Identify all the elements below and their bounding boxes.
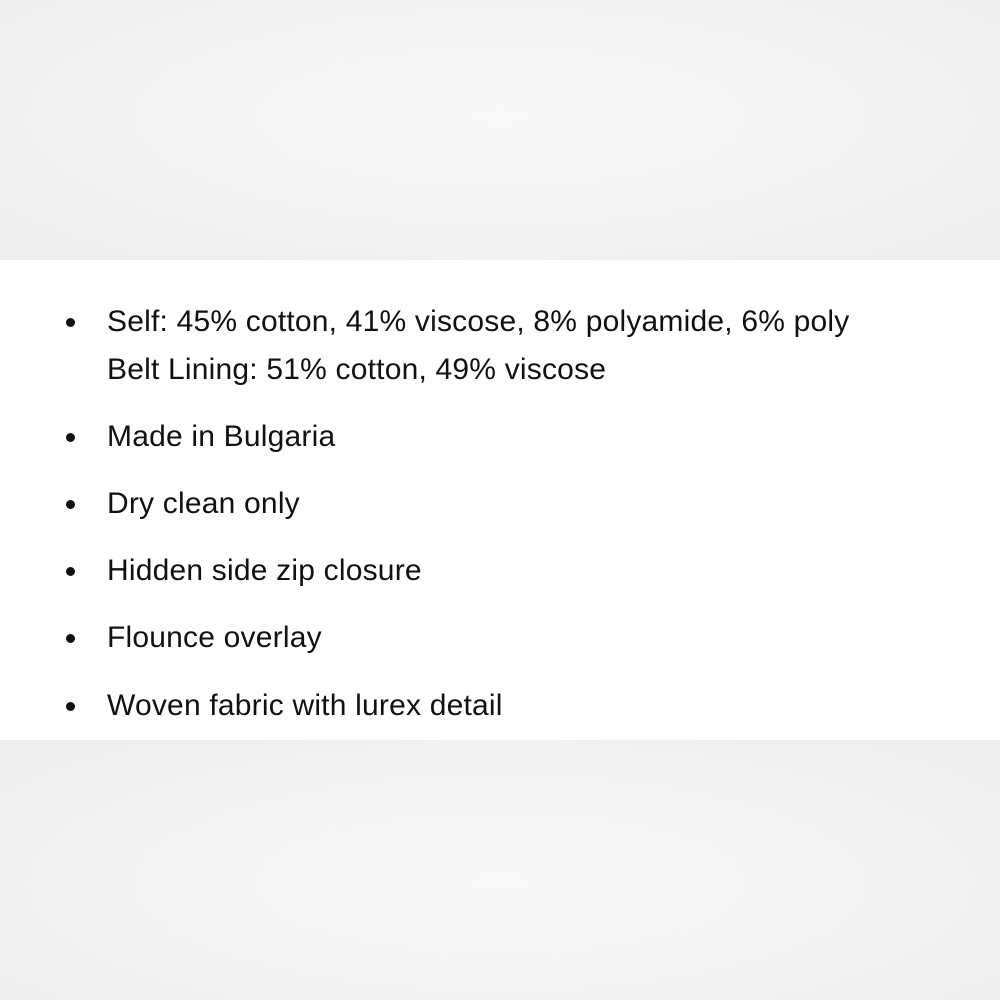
composition-text bbox=[107, 298, 849, 394]
bullet-icon bbox=[66, 433, 75, 442]
bullet-icon bbox=[66, 500, 75, 509]
closure-text: Hidden side zip closure bbox=[107, 554, 422, 587]
belt-lining-composition-line: Belt Lining: 51% cotton, 49% viscose bbox=[107, 353, 607, 386]
overlay-text: Flounce overlay bbox=[107, 621, 322, 654]
product-details-panel bbox=[0, 260, 1000, 740]
origin-text: Made in Bulgaria bbox=[107, 420, 336, 453]
self-composition-line: Self: 45% cotton, 41% viscose, 8% polyamide, 6% poly bbox=[107, 305, 850, 338]
bullet-icon bbox=[66, 634, 75, 643]
bottom-backdrop bbox=[0, 740, 1000, 1000]
bullet-icon bbox=[66, 318, 75, 327]
bullet-icon bbox=[66, 702, 75, 711]
bullet-icon bbox=[66, 567, 75, 576]
top-backdrop bbox=[0, 0, 1000, 260]
fabric-text: Woven fabric with lurex detail bbox=[107, 689, 503, 722]
care-text: Dry clean only bbox=[107, 487, 300, 520]
